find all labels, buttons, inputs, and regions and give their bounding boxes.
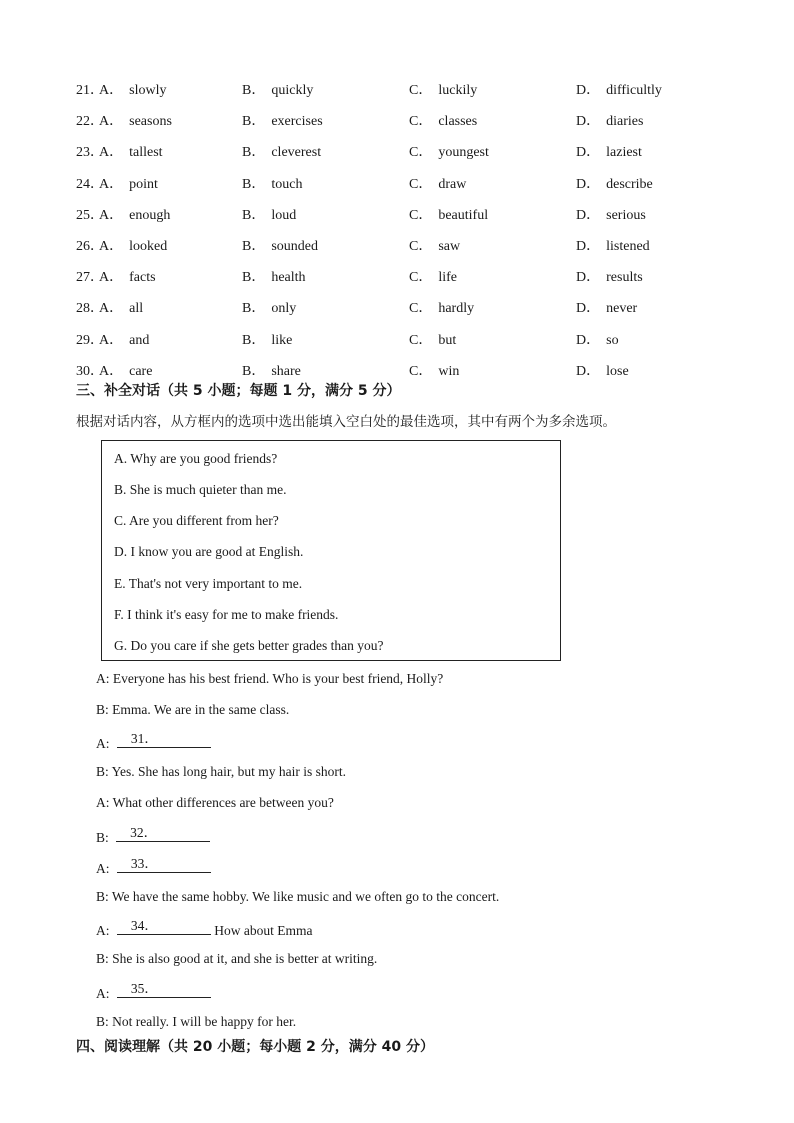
option-letter: D． <box>576 208 601 223</box>
speaker-label: A: <box>96 861 110 876</box>
option-a[interactable] <box>99 268 156 288</box>
mc-question-row <box>76 206 736 226</box>
answer-blank-32[interactable] <box>116 825 210 842</box>
option-a[interactable] <box>99 299 143 319</box>
box-option-g: G. Do you care if she gets better grades than you? <box>114 638 384 653</box>
option-letter: D． <box>576 83 601 98</box>
option-text: lose <box>606 364 629 379</box>
option-text: cleverest <box>271 145 322 160</box>
option-letter: C． <box>409 145 433 160</box>
option-text: quickly <box>271 83 314 98</box>
question-number: 28． <box>76 301 104 316</box>
option-letter: A． <box>99 83 124 98</box>
option-d[interactable] <box>576 237 650 257</box>
option-letter: D． <box>576 301 601 316</box>
option-letter: C． <box>409 301 433 316</box>
option-d[interactable] <box>576 268 643 288</box>
option-c[interactable] <box>409 237 460 257</box>
option-a[interactable] <box>99 112 172 132</box>
mc-question-row <box>76 175 736 195</box>
option-text: loud <box>271 208 297 223</box>
question-number: 21． <box>76 83 104 98</box>
option-b[interactable] <box>242 268 306 288</box>
option-text: beautiful <box>438 208 489 223</box>
blank-number: 32． <box>130 825 158 840</box>
box-option-a: A. Why are you good friends? <box>114 451 278 466</box>
option-b[interactable] <box>242 362 301 382</box>
option-d[interactable] <box>576 331 619 351</box>
option-b[interactable] <box>242 81 313 101</box>
option-b[interactable] <box>242 112 323 132</box>
dialog-line-blank-31 <box>96 731 211 754</box>
option-letter: B． <box>242 301 266 316</box>
speaker-label: A: <box>96 923 110 938</box>
option-text: win <box>438 364 460 379</box>
option-letter: C． <box>409 208 433 223</box>
option-text: point <box>129 177 158 192</box>
option-text: enough <box>129 208 171 223</box>
option-letter: A． <box>99 364 124 379</box>
mc-question-row <box>76 362 736 382</box>
dialog-line-blank-34 <box>96 918 312 941</box>
mc-question-row <box>76 81 736 101</box>
option-b[interactable] <box>242 143 321 163</box>
blank-number: 31． <box>130 731 158 746</box>
option-letter: A． <box>99 333 124 348</box>
option-d[interactable] <box>576 175 653 195</box>
option-letter: D． <box>576 145 601 160</box>
option-d[interactable] <box>576 206 646 226</box>
dialog-line-blank-35 <box>96 981 211 1004</box>
option-text: care <box>129 364 153 379</box>
mc-question-row <box>76 112 736 132</box>
dialog-line-blank-33 <box>96 856 211 879</box>
option-letter: A． <box>99 208 124 223</box>
question-number: 23． <box>76 145 104 160</box>
box-option-c: C. Are you different from her? <box>114 513 279 528</box>
option-letter: B． <box>242 333 266 348</box>
option-text: tallest <box>129 145 163 160</box>
answer-blank-35[interactable] <box>117 981 211 998</box>
option-letter: D． <box>576 239 601 254</box>
option-d[interactable] <box>576 362 629 382</box>
option-text: only <box>271 301 297 316</box>
option-text: serious <box>606 208 646 223</box>
option-letter: C． <box>409 333 433 348</box>
option-text: all <box>129 301 144 316</box>
question-number: 22． <box>76 114 104 129</box>
option-d[interactable] <box>576 112 643 132</box>
speaker-label: A: <box>96 736 110 751</box>
answer-blank-31[interactable] <box>117 731 211 748</box>
option-text: laziest <box>606 145 642 160</box>
question-number: 26． <box>76 239 104 254</box>
option-text: touch <box>271 177 303 192</box>
option-text: saw <box>438 239 461 254</box>
option-text: and <box>129 333 150 348</box>
question-number: 30． <box>76 364 104 379</box>
option-letter: A． <box>99 270 124 285</box>
option-d[interactable] <box>576 299 637 319</box>
box-option-e: E. That's not very important to me. <box>114 576 303 591</box>
option-text: draw <box>438 177 467 192</box>
option-letter: B． <box>242 83 266 98</box>
option-letter: B． <box>242 208 266 223</box>
blank-number: 33． <box>130 856 158 871</box>
option-c[interactable] <box>409 299 474 319</box>
option-letter: D． <box>576 333 601 348</box>
option-b[interactable] <box>242 299 296 319</box>
box-option-d: D. I know you are good at English. <box>114 544 304 559</box>
answer-blank-34[interactable] <box>117 918 211 935</box>
option-a[interactable] <box>99 143 163 163</box>
option-text: listened <box>606 239 650 254</box>
option-text: health <box>271 270 306 285</box>
option-text: but <box>438 333 457 348</box>
option-letter: C． <box>409 177 433 192</box>
option-b[interactable] <box>242 175 302 195</box>
dialog-line: A: Everyone has his best friend. Who is your best friend, Holly? <box>96 671 444 686</box>
answer-blank-33[interactable] <box>117 856 211 873</box>
option-c[interactable] <box>409 112 477 132</box>
dialog-line: A: What other differences are between you? <box>96 795 334 810</box>
dialog-line: B: We have the same hobby. We like music and we often go to the concert. <box>96 889 500 904</box>
option-b[interactable] <box>242 237 318 257</box>
option-text: results <box>606 270 643 285</box>
option-a[interactable] <box>99 362 152 382</box>
mc-question-row <box>76 299 736 319</box>
option-text: so <box>606 333 619 348</box>
option-d[interactable] <box>576 81 662 101</box>
section4-heading: 四、阅读理解（共 20 小题；每小题 2 分，满分 40 分） <box>76 1039 434 1055</box>
option-text: slowly <box>129 83 167 98</box>
question-number: 27． <box>76 270 104 285</box>
option-text: like <box>271 333 293 348</box>
option-text: never <box>606 301 638 316</box>
option-letter: A． <box>99 114 124 129</box>
option-text: youngest <box>438 145 489 160</box>
option-letter: C． <box>409 364 433 379</box>
option-letter: D． <box>576 177 601 192</box>
section3-instruction: 根据对话内容，从方框内的选项中选出能填入空白处的最佳选项，其中有两个为多余选项。 <box>76 414 616 430</box>
option-letter: A． <box>99 145 124 160</box>
option-letter: B． <box>242 145 266 160</box>
options-box <box>101 440 561 661</box>
dialog-line: B: Yes. She has long hair, but my hair is short. <box>96 764 346 779</box>
question-number: 29． <box>76 333 104 348</box>
option-text: classes <box>438 114 478 129</box>
option-letter: B． <box>242 239 266 254</box>
option-letter: D． <box>576 270 601 285</box>
option-text: share <box>271 364 301 379</box>
option-text: seasons <box>129 114 172 129</box>
option-c[interactable] <box>409 362 459 382</box>
option-a[interactable] <box>99 237 167 257</box>
option-letter: C． <box>409 83 433 98</box>
dialog-line: B: Emma. We are in the same class. <box>96 702 290 717</box>
option-text: hardly <box>438 301 475 316</box>
option-letter: B． <box>242 270 266 285</box>
option-letter: A． <box>99 177 124 192</box>
option-letter: C． <box>409 114 433 129</box>
dialog-text: How about Emma <box>214 923 313 938</box>
option-letter: C． <box>409 239 433 254</box>
option-text: life <box>438 270 457 285</box>
dialog-line: B: Not really. I will be happy for her. <box>96 1014 297 1029</box>
option-b[interactable] <box>242 331 292 351</box>
option-text: exercises <box>271 114 323 129</box>
option-c[interactable] <box>409 175 466 195</box>
option-d[interactable] <box>576 143 642 163</box>
option-b[interactable] <box>242 206 296 226</box>
mc-question-row <box>76 237 736 257</box>
option-letter: C． <box>409 270 433 285</box>
option-a[interactable] <box>99 331 149 351</box>
option-text: describe <box>606 177 653 192</box>
option-c[interactable] <box>409 331 456 351</box>
option-text: diaries <box>606 114 644 129</box>
dialog-line: B: She is also good at it, and she is better at writing. <box>96 951 378 966</box>
option-a[interactable] <box>99 81 166 101</box>
option-text: looked <box>129 239 168 254</box>
option-c[interactable] <box>409 81 477 101</box>
box-option-b: B. She is much quieter than me. <box>114 482 287 497</box>
option-letter: B． <box>242 177 266 192</box>
option-letter: D． <box>576 114 601 129</box>
speaker-label: A: <box>96 986 110 1001</box>
section3-heading: 三、补全对话（共 5 小题；每题 1 分，满分 5 分） <box>76 383 401 399</box>
option-text: sounded <box>271 239 319 254</box>
option-letter: B． <box>242 114 266 129</box>
option-c[interactable] <box>409 143 489 163</box>
blank-number: 34． <box>130 918 158 933</box>
dialog-line-blank-32 <box>96 825 210 848</box>
question-number: 24． <box>76 177 104 192</box>
option-text: difficultly <box>606 83 662 98</box>
option-letter: B． <box>242 364 266 379</box>
option-c[interactable] <box>409 206 488 226</box>
option-text: facts <box>129 270 156 285</box>
option-a[interactable] <box>99 175 158 195</box>
question-number: 25． <box>76 208 104 223</box>
option-c[interactable] <box>409 268 457 288</box>
speaker-label: B: <box>96 830 109 845</box>
blank-number: 35． <box>130 981 158 996</box>
option-a[interactable] <box>99 206 170 226</box>
option-letter: A． <box>99 239 124 254</box>
option-letter: A． <box>99 301 124 316</box>
mc-question-row <box>76 331 736 351</box>
mc-question-row <box>76 143 736 163</box>
option-letter: D． <box>576 364 601 379</box>
mc-question-row <box>76 268 736 288</box>
box-option-f: F. I think it's easy for me to make friends. <box>114 607 339 622</box>
option-text: luckily <box>438 83 478 98</box>
